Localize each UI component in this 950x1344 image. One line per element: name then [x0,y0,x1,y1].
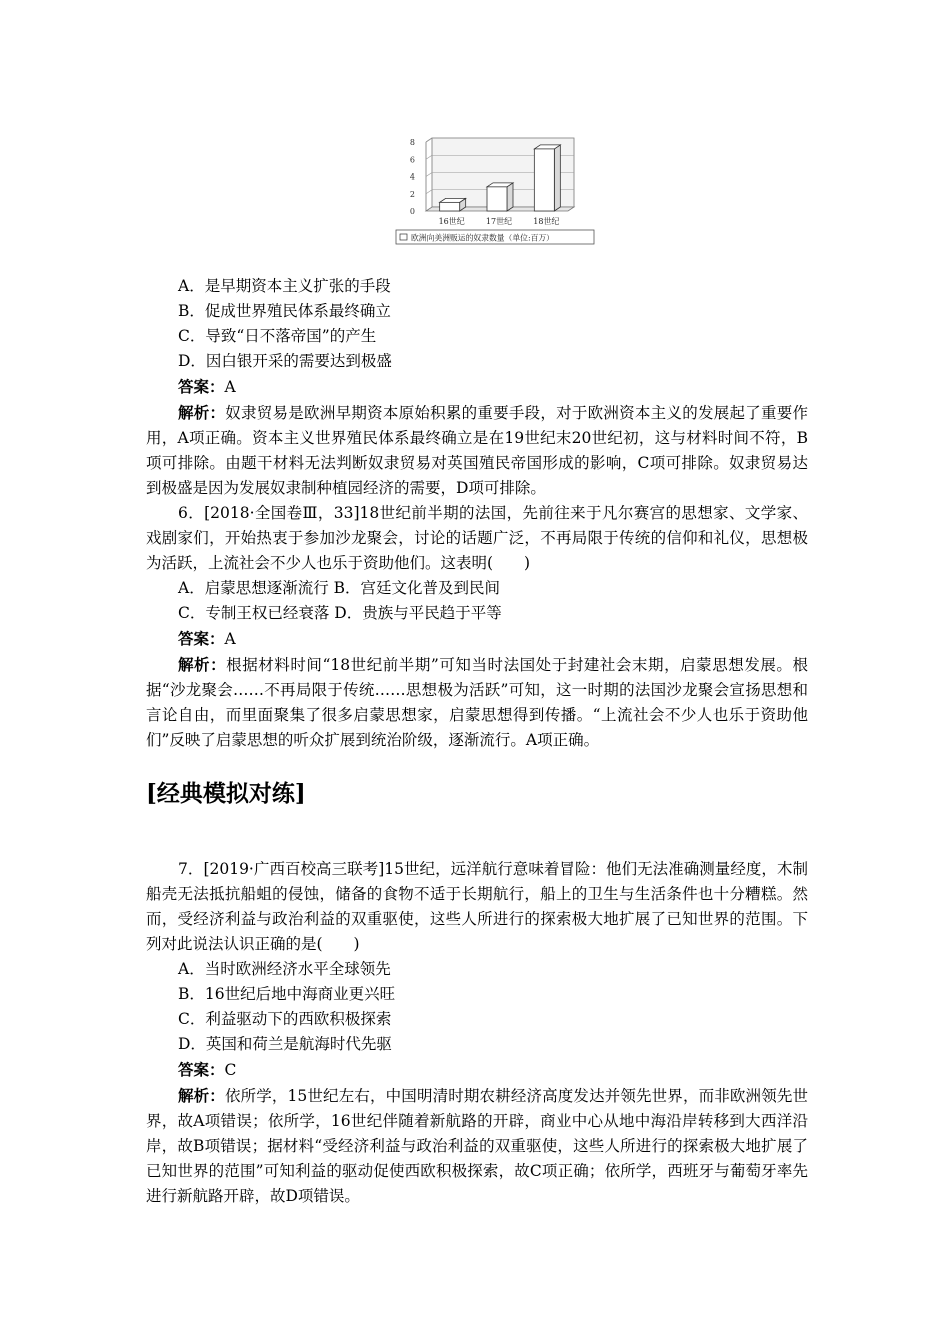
chart-y-tick-label: 6 [409,155,415,165]
chart-legend-label: 欧洲向美洲贩运的奴隶数量（单位:百万） [411,233,554,243]
q6-analysis-label: 解析： [178,655,227,674]
chart-y-tick-label: 4 [409,172,415,182]
chart-x-tick-label: 17世纪 [485,217,513,226]
q6-options-ab: A．启蒙思想逐渐流行 B．宫廷文化普及到民间 [178,579,501,597]
q6-answer-label: 答案： [178,629,225,648]
q5-option-d: D．因白银开采的需要达到极盛 [178,352,392,370]
q5-option-a: A．是早期资本主义扩张的手段 [178,277,391,295]
q5-analysis-label: 解析： [178,403,226,422]
chart-y-tick-label: 2 [409,189,415,199]
q7-analysis-text: 依所学，15世纪左右，中国明清时期农耕经济高度发达并领先世界，而非欧洲领先世界，故A项错误；依所学，16世纪伴随着新航路的开辟，商业中心从地中海沿岸转移到大西洋沿岸，故B项错误；据材料“受经济利益与政治利益的双重驱使，这些人所进行的探索极大地扩展了已知世界的范围”可知利益的驱动促使西欧积极探索，故C项正确；依所学，西班牙与葡萄牙率先进行新航路开辟，故D项错误。 [146,1087,808,1205]
q7-option-d: D．英国和荷兰是航海时代先驱 [178,1035,392,1053]
chart-bar-side [507,183,513,211]
chart-bar [487,187,507,211]
q6-answer [146,626,808,652]
q6-analysis [146,652,808,753]
question-7 [146,857,808,1209]
chart-y-tick-label: 8 [409,138,415,147]
chart-gridline-diag [426,190,432,194]
chart-svg [394,132,604,250]
q7-analysis [146,1083,808,1209]
question-5-options [146,274,808,753]
q6-answer-value: A [224,630,236,648]
chart-bar [534,149,554,211]
q5-option-c: C．导致“日不落帝国”的产生 [178,327,377,345]
chart-gridline-diag [426,155,432,159]
q5-analysis-text: 奴隶贸易是欧洲早期资本原始积累的重要手段，对于欧洲资本主义的发展起了重要作用，A项正确。资本主义世界殖民体系最终确立是在19世纪末20世纪初，这与材料时间不符，B项可排除。由题干材料无法判断奴隶贸易对英国殖民帝国形成的影响，C项可排除。奴隶贸易达到极盛是因为发展奴隶制种植园经济的需要，D项可排除。 [146,404,808,497]
q7-answer-label: 答案： [178,1060,225,1079]
q7-analysis-label: 解析： [178,1086,225,1105]
q7-answer [146,1057,808,1083]
chart-gridline-diag [426,138,432,142]
q6-analysis-text: 根据材料时间“18世纪前半期”可知当时法国处于封建社会末期，启蒙思想发展。根据“沙龙聚会……不再局限于传统……思想极为活跃”可知，这一时期的法国沙龙聚会宣扬思想和言论自由，而里面聚集了很多启蒙思想家，启蒙思想得到传播。“上流社会不少人也乐于资助他们”反映了启蒙思想的听众扩展到统治阶级，逐渐流行。A项正确。 [146,656,808,749]
q7-stem: 7．[2019·广西百校高三联考]15世纪，远洋航行意味着冒险：他们无法准确测量经度，木制船壳无法抵抗船蛆的侵蚀，储备的食物不适于长期航行，船上的卫生与生活条件也十分糟糕。然而，受经济利益与政治利益的双重驱使，这些人所进行的探索极大地扩展了已知世界的范围。下列对此说法认识正确的是( ) [146,860,808,953]
chart-x-tick-label: 18世纪 [533,217,560,226]
chart-x-tick-label: 16世纪 [438,217,465,226]
section-title: [经典模拟对练] [146,780,306,807]
q5-answer-label: 答案： [178,377,225,396]
q6-options-cd: C．专制王权已经衰落 D．贵族与平民趋于平等 [178,604,502,622]
chart-legend-swatch [400,234,407,240]
q5-analysis [146,400,808,501]
q5-option-b: B．促成世界殖民体系最终确立 [178,302,391,320]
chart-gridline-diag [426,173,432,177]
slave-trade-bar-chart [394,132,604,250]
q6-stem: 6．[2018·全国卷Ⅲ，33]18世纪前半期的法国，先前往来于凡尔赛宫的思想家、文学家、戏剧家们，开始热衷于参加沙龙聚会，讨论的话题广泛，不再局限于传统的信仰和礼仪，思想极为活跃，上流社会不少人也乐于资助他们。这表明( ) [146,504,808,572]
q7-option-b: B．16世纪后地中海商业更兴旺 [178,985,396,1003]
q7-option-a: A．当时欧洲经济水平全球领先 [178,960,391,978]
chart-bar [440,202,460,211]
chart-bar-side [554,145,560,211]
q5-answer-value: A [224,378,236,396]
q7-option-c: C．利益驱动下的西欧积极探索 [178,1010,392,1028]
q7-answer-value: C [224,1061,237,1079]
q5-answer [146,374,808,400]
chart-y-tick-label: 0 [409,207,415,216]
